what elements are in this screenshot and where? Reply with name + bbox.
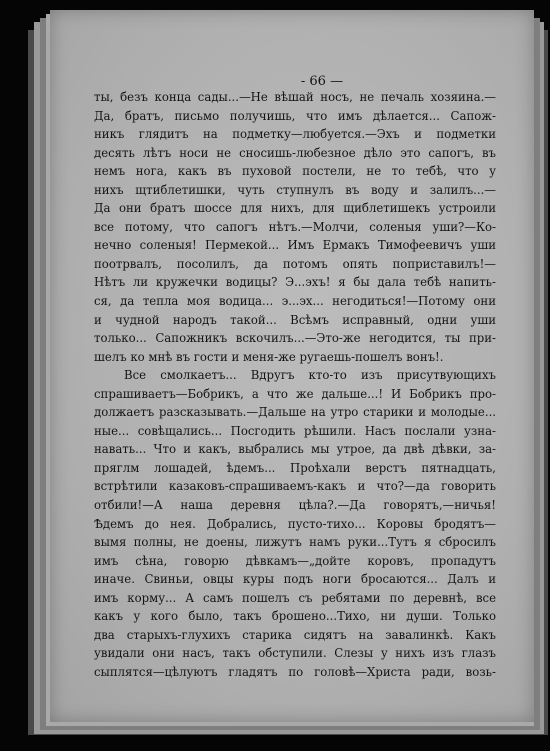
text-line: только... Сапожникъ вскочилъ...—Это-же негодится, ты при- [94,331,496,346]
text-line: никъ глядитъ на подметку—любуется.—Эхъ и подметки [94,127,496,142]
text-line: вымя полны, не доены, лижутъ намъ руки...Тутъ я сбросилъ [94,535,496,550]
text-line: Ѣдемъ до нея. Добрались, пусто-тихо... Коровы бродятъ— [94,516,496,531]
text-line: увидали они насъ, такъ обступили. Слезы у нихъ изъ глазъ [94,646,496,661]
text-line: Все смолкаетъ... Вдругъ кто-то изъ присутвующихъ [124,368,496,383]
text-line: нихъ щтиблетишки, чуть ступнулъ въ воду и залилъ...— [94,182,496,197]
text-line: имъ корму... А самъ пошелъ съ ребятами по деревнѣ, все [94,590,496,605]
text-line: все потому, что сапогъ нѣтъ.—Молчи, соленыя уши?—Ко- [94,219,496,234]
text-line: должаетъ разсказывать.—Дальше на утро старики и молодые... [94,405,496,420]
page-number: - 66 — [300,74,344,89]
text-line: шелъ ко мнѣ въ гости и меня-же ругаешь-пошелъ вонъ!. [94,349,444,364]
text-line: какъ у кого было, такъ брошено...Тихо, ни души. Только [94,609,496,624]
text-line: отбили!—А наша деревня цѣла?.—Да говорятъ,—ничья! [94,498,496,513]
text-line: немъ нога, какъ въ пуховой постели, не то тебѣ, что у [94,164,496,179]
text-line: пряглм лошадей, ѣдемъ... Проѣхали верстъ пятнадцать, [94,460,496,475]
text-line: и чудной народъ такой... Всѣмъ исправный, одни уши [94,312,496,327]
text-line: Да, братъ, письмо получишь, что имъ дѣлается... Сапож- [94,108,496,123]
text-line: навать... Что и какъ, выбрались мы утрое, да двѣ дѣвки, за- [94,442,496,457]
text-line: встрѣтили казаковъ-спрашиваемъ-какъ и что?—да говорить [94,479,496,494]
text-line: Да они братъ шоссе для нихъ, для щиблетишекъ устроили [94,201,496,216]
text-line: ты, безъ конца сады...—Не вѣшай носъ, не печаль хозяина.— [94,90,496,104]
text-line: Нѣтъ ли кружечки водицы? Э...эхъ! я бы дала тебѣ напить- [94,275,496,290]
text-line: иначе. Свиньи, овцы куры подъ ноги бросаются... Далъ и [94,572,496,587]
text-line: имъ сѣна, говорю дѣвкамъ—„дойте коровъ, пропадутъ [94,553,496,568]
text-line: сыплятся—цѣлуютъ гладятъ по головѣ—Христа ради, возь- [94,664,496,679]
text-line: поотрвалъ, посолилъ, да потомъ опять поприставилъ!— [94,256,496,271]
text-line: десять лѣтъ носи не сносишь-любезное дѣло это сапогъ, въ [94,145,496,160]
text-line: два старыхъ-глухихъ старика сидятъ на завалинкѣ. Какъ [94,627,496,642]
text-line: спрашиваетъ—Бобрикъ, а что же дальше...! И Бобрикъ про- [94,386,496,401]
text-line: ные... совѣщались... Посгодить рѣшили. Насъ послали узна- [94,423,496,438]
body-text [94,88,496,682]
text-line: нечно соленыя! Пермекой... Имъ Ермакъ Тимофеевичъ уши [94,238,496,253]
text-line: ся, да тепла моя водица... э...эх... негодиться!—Потому они [94,294,496,309]
